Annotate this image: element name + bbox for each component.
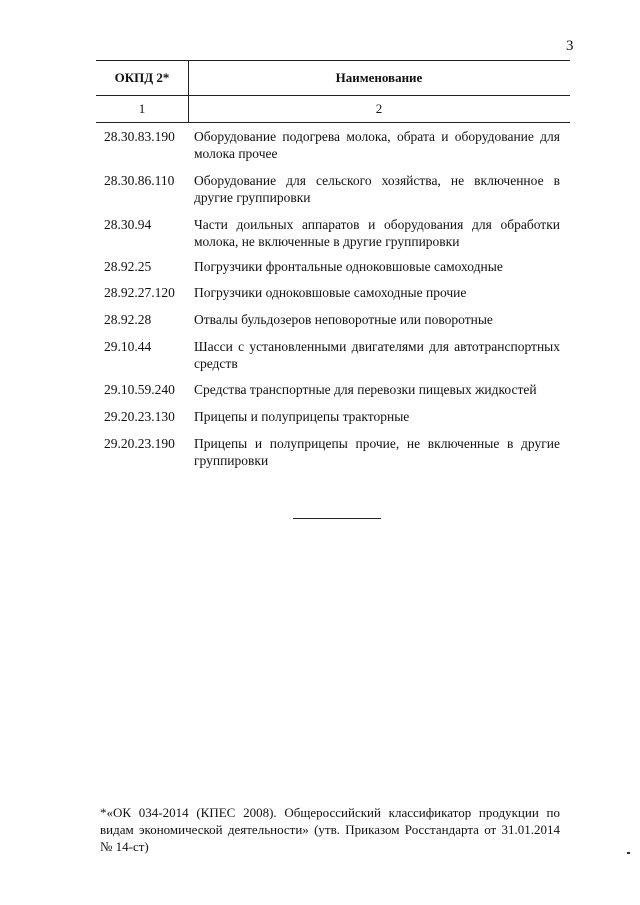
row-code: 28.92.28 [104, 312, 152, 327]
row-code: 28.30.83.190 [104, 129, 175, 144]
row-name: Оборудование подогрева молока, обрата и оборудование для молока прочее [194, 129, 560, 161]
column-number-row [96, 96, 570, 123]
row-name: Средства транспортные для перевозки пищевых жидкостей [194, 382, 537, 397]
row-code: 28.92.25 [104, 259, 152, 274]
row-name: Погрузчики одноковшовые самоходные прочие [194, 285, 467, 300]
row-code: 29.10.44 [104, 339, 152, 354]
separator-line [293, 518, 381, 519]
row-name: Оборудование для сельского хозяйства, не включенное в другие группировки [194, 173, 560, 205]
row-name: Части доильных аппаратов и оборудования для обработки молока, не включенные в другие группировки [194, 217, 560, 249]
row-code: 29.10.59.240 [104, 382, 175, 397]
row-code: 29.20.23.130 [104, 409, 175, 424]
page-number: 3 [566, 38, 574, 54]
row-name: Прицепы и полуприцепы прочие, не включенные в другие группировки [194, 436, 560, 468]
header-name: Наименование [335, 70, 423, 85]
footnote: *«ОК 034-2014 (КПЕС 2008). Общероссийский классификатор продукции по видам экономической деятельности» (утв. Приказом Росстандарта от 31.01.2014 № 14-ст) [100, 805, 560, 854]
row-code: 29.20.23.190 [104, 436, 175, 451]
column-number-2: 2 [375, 101, 383, 116]
row-name: Отвалы бульдозеров неповоротные или поворотные [194, 312, 493, 327]
row-name: Прицепы и полуприцепы тракторные [194, 409, 410, 424]
row-code: 28.30.86.110 [104, 173, 175, 188]
row-code: 28.30.94 [104, 217, 152, 232]
table-header-row [96, 60, 570, 96]
header-okpd2: ОКПД 2* [114, 70, 170, 85]
row-name: Погрузчики фронтальные одноковшовые самоходные [194, 259, 503, 274]
scan-mark [627, 852, 630, 854]
classifier-table [96, 60, 570, 123]
row-name: Шасси с установленными двигателями для автотранспортных средств [194, 339, 560, 371]
column-number-1: 1 [138, 101, 146, 116]
row-code: 28.92.27.120 [104, 285, 175, 300]
